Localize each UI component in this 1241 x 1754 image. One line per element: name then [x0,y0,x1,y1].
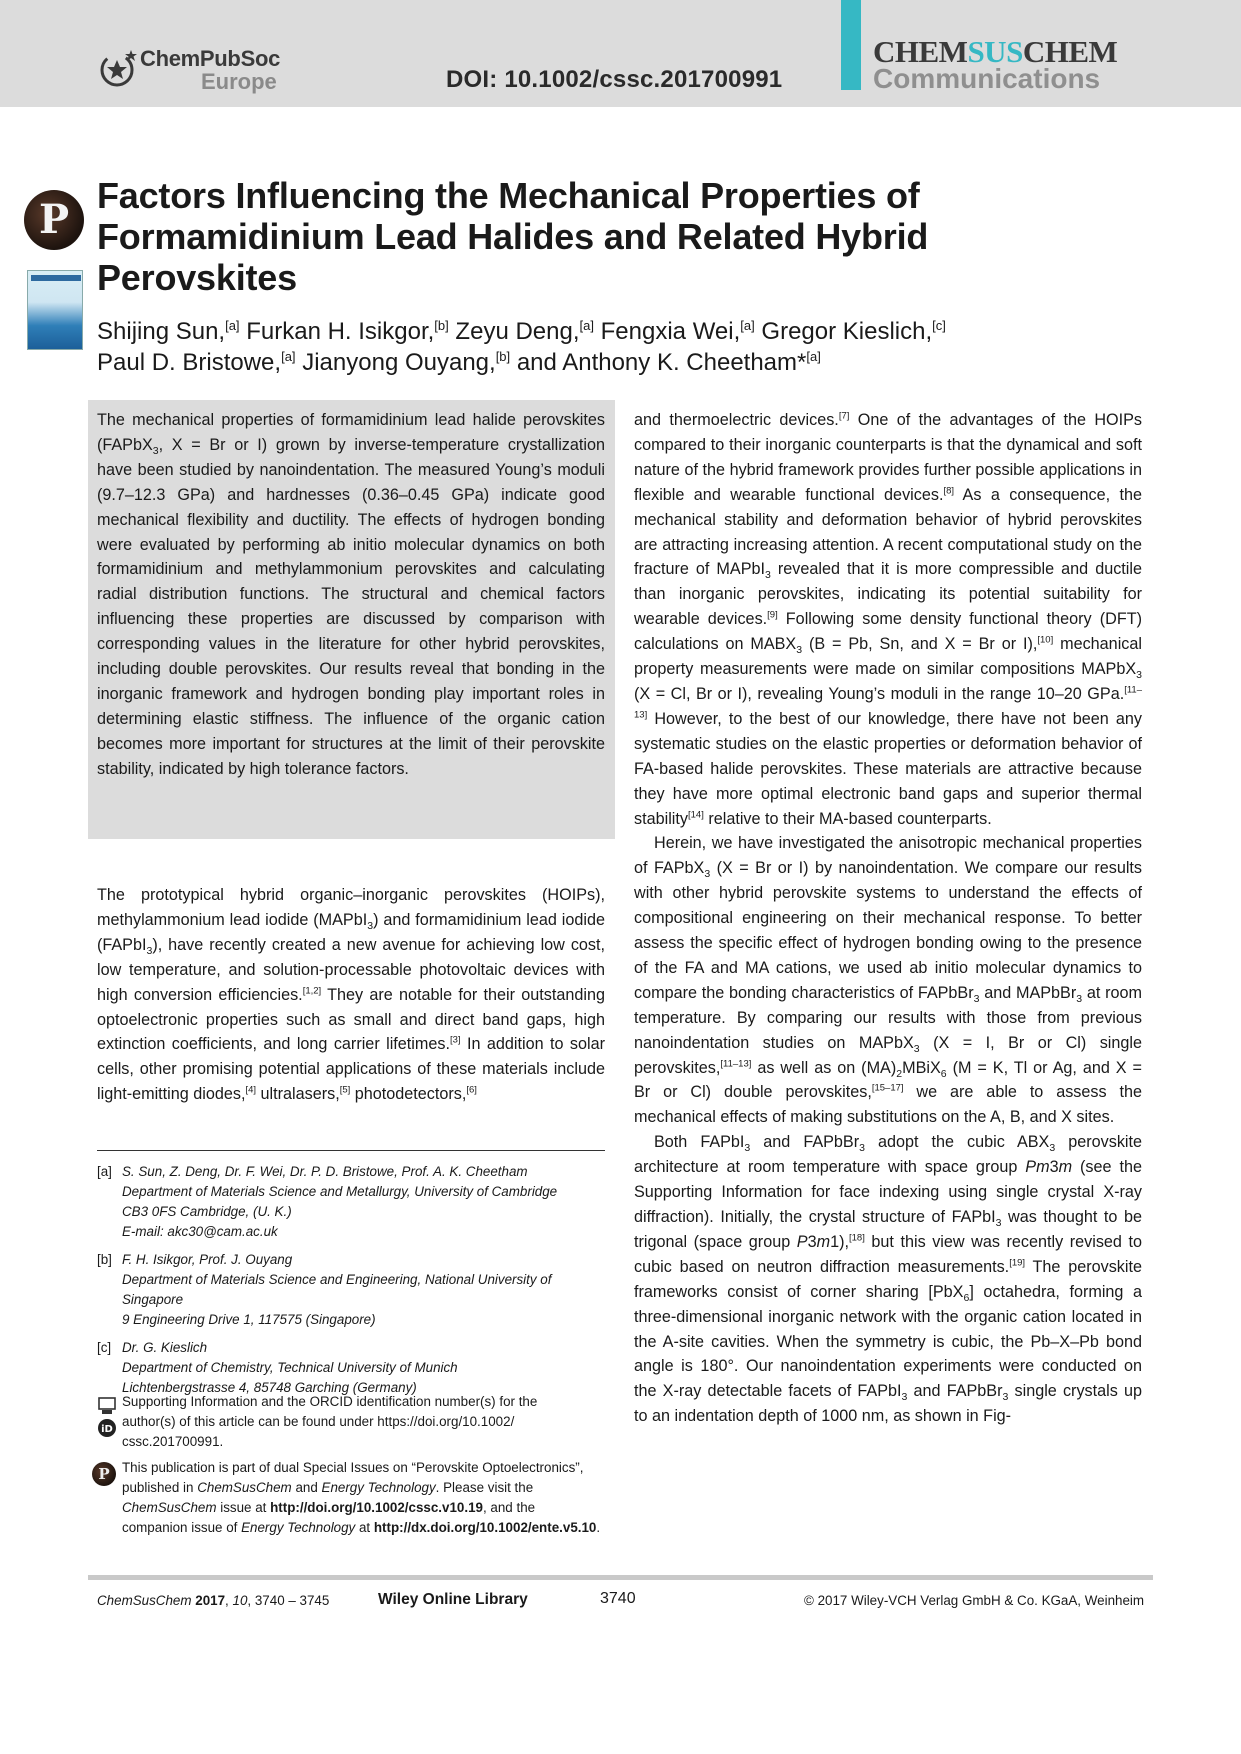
doi-link[interactable]: DOI: 10.1002/cssc.201700991 [446,66,783,93]
author-name: Gregor Kieslich, [754,318,933,345]
article-title: Factors Influencing the Mechanical Properties of Formamidinium Lead Halides and Related Hybrid Perovskites [97,175,929,298]
journal-name: CHEMSUSCHEM [873,34,1118,69]
author-name: Shijing Sun, [97,318,226,345]
author-affiliation: [c] [932,318,946,333]
abstract-text: The mechanical properties of formamidinium lead halide perovskites (FAPbX$_3$, X = Br or I) grown by inverse-temperature crystallization have been studied by nanoindentation. The measured Young’s moduli (9.7–12.3 GPa) and hardnesses (0.36–0.45 GPa) indicate good mechanical flexibility and ductility. The effects of hydrogen bonding were evaluated by performing ab initio molecular dynamics on both formamidinium and methylammonium perovskites and calculating radial distribution functions. The structural and chemical factors influencing these properties are discussed by comparison with corresponding values in the literature for other hybrid perovskites, including double perovskites. Our results reveal that bonding in the inorganic framework and hydrogen bonding play important roles in determining elastic stiffness. The influence of the organic cation becomes more important for structures at the limit of their perovskite stability, indicated by high tolerance factors. [97,411,605,778]
logo-line1: ChemPubSoc [140,46,281,71]
chempubsoc-logo[interactable] [97,44,297,96]
author-affiliation: [a] [225,318,240,333]
author-name: Paul D. Bristowe, [97,349,282,376]
body-right-column: and thermoelectric devices.[7] One of the advantages of the HOIPs compared to their inorganic counterparts is that the dynamical and soft nature of the hybrid framework provides further possible applications in flexible and wearable functional devices.[8] As a consequence, the mechanical stability and deformation behavior of hybrid perovskites are attracting increasing attention. A recent computational study on the fracture of MAPbI$_3$ revealed that it is more compressible and ductile than inorganic perovskites, indicating its potential suitability for wearable devices.[9] Following some density functional theory (DFT) calculations on $MABX_3$ (B = Pb, Sn, and X = Br or I),[10] mechanical property measurements were made on similar compositions MAPbX$_3$ (X = Cl, Br or I), revealing Young’s moduli in the range 10–20 GPa.[11–13] However, to the best of our knowledge, there have not been any systematic studies on the elastic properties or deformation behavior of FA-based halide perovskites. These materials are attractive because they have more optimal electronic band gaps and superior thermal stability[14] relative to their MA-based counterparts. Herein, we have investigated the anisotropic mechanical properties of FAPbX$_3$ (X = Br or I) by nanoindentation. We compare our results with other hybrid perovskite systems to understand the effects of compositional engineering on their mechanical response. To better assess the specific effect of hydrogen bonding owing to the presence of the FA and MA cations, we used ab initio molecular dynamics to compare the bonding characteristics of FAPbBr$_3$ and MAPbBr$_3$ at room temperature. By comparing our results with those from previous nanoindentation studies on MAPbX$_3$ (X = I, Br or Cl) single perovskites,[11–13] as well as on $(MA)_2MBiX_6$ (M = K, Tl or Ag, and X = Br or Cl) double perovskites,[15–17] we are able to assess the mechanical effects of making substitutions on the A, B, and X sites. Both FAPbI$_3$ and FAPbBr$_3$ adopt the cubic $ABX_3$ perovskite architecture at room temperature with space group Pm3m (see the Supporting Information for face indexing using single crystal X-ray diffraction). Initially, the crystal structure of FAPbI$_3$ was thought to be trigonal (space group P3m1),[18] but this view was recently revised to cubic based on neutron diffraction measurements.[19] The perovskite frameworks consist of corner sharing [PbX$_6$] octahedra, forming a three-dimensional inorganic network with the organic cation located in the A-site cavities. When the symmetry is cubic, the Pb–X–Pb bond angle is 180°. Our nanoindentation experiments were conducted on the X-ray detectable facets of FAPbI$_3$ and FAPbBr$_3$ single crystals up to an indentation depth of 1000 nm, as shown in Fig- [634,410,1143,1426]
author-name: and Anthony K. Cheetham* [510,349,807,376]
affiliation-b: [b] F. H. Isikgor, Prof. J. Ouyang Department of Materials Science and Engineering, National University of Singapore 9 Engineering Drive 1, 117575 (Singapore) [97,1252,552,1327]
logo-line2: Europe [201,69,277,94]
affiliation-a: [a] S. Sun, Z. Deng, Dr. F. Wei, Dr. P. D. Bristowe, Prof. A. K. Cheetham Department of Materials Science and Metallurgy, University of Cambridge CB3 0FS Cambridge, (U. K.) E-mail: akc30@cam.ac.uk [97,1162,605,1242]
wiley-online-library-link[interactable]: Wiley Online Library [378,1591,528,1608]
body-left-column: The prototypical hybrid organic–inorganic perovskites (HOIPs), methylammonium lead iodide (MAPbI$_3$) and formamidinium lead iodide (FAPbI$_3$), have recently created a new avenue for achieving low cost, low temperature, and solution-processable photovoltaic devices with high conversion efficiencies.[1,2] They are notable for their outstanding optoelectronic properties such as small and direct band gaps, high extinction coefficients, and long carrier lifetimes.[3] In addition to solar cells, other promising potential applications of these materials include light-emitting diodes,[4] ultralasers,[5] photodetectors,[6] [97,886,606,1104]
entech-issue-link[interactable]: http://dx.doi.org/10.1002/ente.v5.10 [373,1520,597,1535]
special-issue-icon: P [92,1462,116,1486]
author-name: Furkan H. Isikgor, [239,318,435,345]
author-name: Jianyong Ouyang, [295,349,496,376]
orcid-icon [97,1418,117,1438]
section-label: Communications [873,63,1101,94]
copyright: © 2017 Wiley-VCH Verlag GmbH & Co. KGaA, Weinheim [804,1593,1145,1608]
supporting-info-note: Supporting Information and the ORCID identification number(s) for the author(s) of this article can be found under https://doi.org/10.1002/ cssc.201700991. [122,1394,538,1449]
author-affiliation: [a] [806,349,821,364]
author-affiliation: [b] [434,318,449,333]
authors-line-2 [97,347,1097,378]
chempubsoc-star-icon [97,46,141,90]
author-affiliation: [a] [579,318,594,333]
author-affiliation: [b] [495,349,511,364]
chemsuschem-issue-link[interactable]: http://doi.org/10.1002/cssc.v10.19 [270,1500,483,1515]
authors-line-1 [97,316,1097,347]
author-list [97,316,1097,378]
svg-text:iD: iD [101,1424,113,1435]
journal-header [0,0,1241,107]
supporting-info-icon [97,1396,117,1416]
perovskite-special-issue-icon[interactable]: P [24,190,84,250]
affiliation-c: [c] Dr. G. Kieslich Department of Chemistry, Technical University of Munich Lichtenbergstrasse 4, 85748 Garching (Germany) [97,1340,458,1395]
footer-rule [88,1575,1153,1580]
corresponding-email[interactable]: E-mail: akc30@cam.ac.uk [122,1224,278,1239]
accent-bar [841,0,861,90]
footnote-divider [97,1150,605,1151]
special-issue-note: This publication is part of dual Special Issues on “Perovskite Optoelectronics”, published in ChemSusChem and Energy Technology. Please visit the ChemSusChem issue at http://doi.org/10.1002/cssc.v10.19, and the companion issue of Energy Technology at http://dx.doi.org/10.1002/ente.v5.10. [122,1460,601,1535]
author-name: Fengxia Wei, [593,318,741,345]
journal-cover-thumbnail[interactable] [27,270,83,350]
citation: ChemSusChem 2017, 10, 3740 – 3745 [97,1593,330,1608]
author-affiliation: [a] [740,318,755,333]
page-number: 3740 [600,1590,636,1607]
author-affiliation: [a] [281,349,296,364]
author-name: Zeyu Deng, [448,318,580,345]
